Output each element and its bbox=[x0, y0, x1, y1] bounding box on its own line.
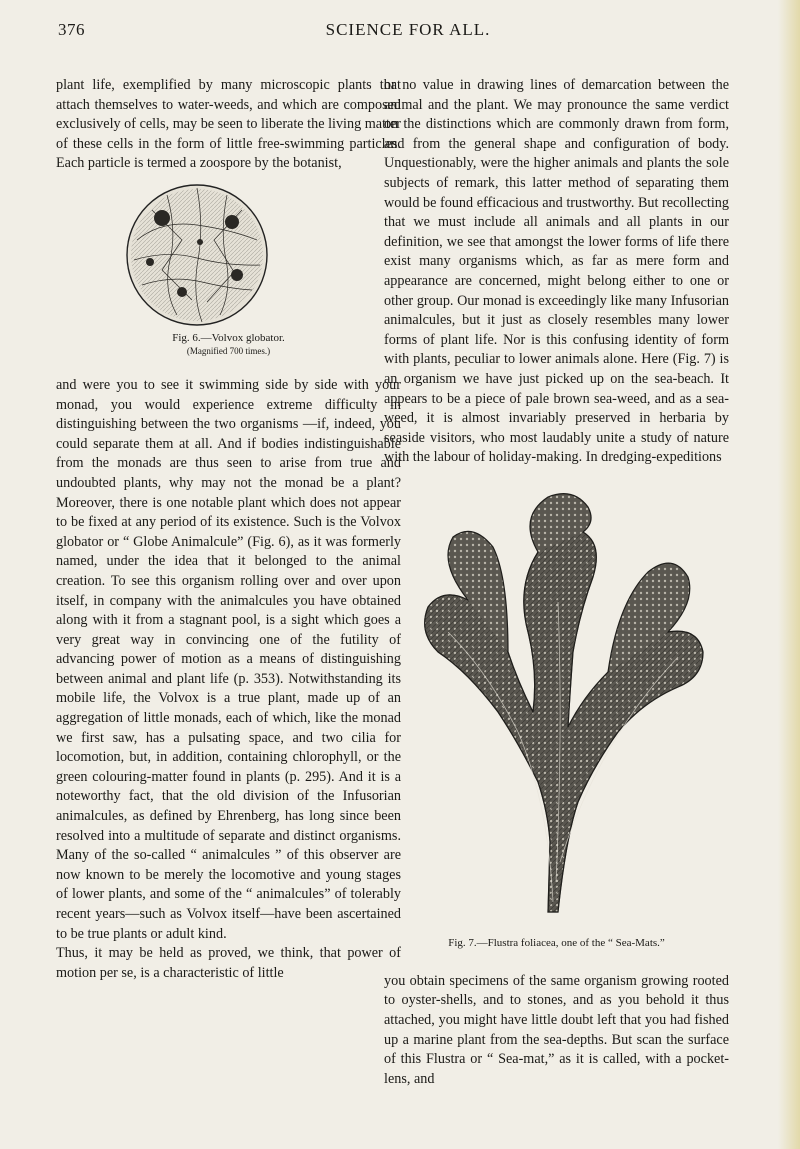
right-paragraph-2: you obtain specimens of the same organism growing rooted to oyster-shells, and to stones, and as you behold it thus attached, you might have little doubt left that you had fished up a marine plant from the sea-depths. But scan the surface of this Flustra or “ Sea-mat,” as it is called, with a pocket-lens, and bbox=[384, 972, 729, 1087]
left-column bbox=[56, 76, 401, 983]
right-column bbox=[384, 76, 729, 1089]
running-title: SCIENCE FOR ALL. bbox=[325, 20, 491, 39]
page-edge-shadow bbox=[778, 0, 800, 1149]
figure-6-title: Fig. 6.—Volvox globator. bbox=[172, 331, 285, 344]
left-paragraph-2: and were you to see it swimming side by side with your monad, you would experience extreme difficulty in distinguishing between the two organisms —if, indeed, you could separate them at all. And if bodies indistinguishable from the monads are thus seen to arise from true and undoubted plants, why may not the monad be a plant? Moreover, there is one notable plant which does not appear to be fixed at any period of its existence. Such is the Volvox globator or “ Globe Animalcule” (Fig. 6), as it was formerly named, under the idea that it belonged to the animal creation. To see this organism rolling over and over upon itself, in company with the animalcules you have obtained along with it from a stagnant pool, is a sight which goes a very great way in convincing one of the futility of advancing power of motion as a means of distinguishing between animal and plant life (p. 353). Notwithstanding its mobile life, the Volvox is a true plant, made up of an aggregation of little monads, each of which, like the monad we first saw, has a pulsating space, and two cilia for locomotion, but, in addition, containing chlorophyll, or the green colouring-matter found in plants (p. 295). And it is a noteworthy fact, that the old division of the Infusorian animalcules, as defined by Ehrenberg, has long since been resolved into a multitude of separate and distinct organisms. Many of the so-called “ animalcules ” of this observer are now known to be merely the locomotive and young stages of lower plants, and some of the “ animalcules” of tolerably recent years—such as Volvox itself—have been ascertained to be true plants or adult kind. bbox=[56, 376, 401, 942]
figure-6-caption bbox=[56, 332, 401, 358]
figure-7-caption: Fig. 7.—Flustra foliacea, one of the “ Sea-Mats.” bbox=[448, 936, 665, 949]
figure-6-magnification: (Magnified 700 times.) bbox=[186, 345, 271, 356]
flustra-illustration bbox=[398, 482, 718, 922]
figure-6 bbox=[56, 180, 401, 370]
left-paragraph-3: Thus, it may be held as proved, we think, that power of motion per se, is a characteristic of little bbox=[56, 945, 401, 981]
page-header bbox=[58, 18, 758, 44]
left-paragraph-1: plant life, exemplified by many microscopic plants that attach themselves to water-weeds, and which are composed exclusively of cells, may be seen to liberate the living matter of these cells in the form of little free-swimming particles. Each particle is termed a zoospore by the botanist, bbox=[56, 77, 401, 172]
volvox-illustration bbox=[122, 180, 272, 330]
figure-7 bbox=[384, 482, 729, 962]
right-paragraph-1: or no value in drawing lines of demarcation between the animal and the plant. We may pronounce the same verdict on the distinctions which are commonly drawn from form, and from the general shape and configuration of body. Unquestionably, were the higher animals and plants the sole subjects of remark, this latter method of separating them would be found efficacious and trustworthy. But recollecting that we must include all animals and all plants in our definition, we see that amongst the lower forms of life there exist many organisms which, as far as mere form and appearance are concerned, might belong either to one or other group. Our monad is exceedingly like many Infusorian animalcules, but it just as closely resembles many lower forms of plant life. Nor is this confusing identity of form with plants, peculiar to lower animals alone. Here (Fig. 7) is an organism we have just picked up on the sea-beach. It appears to be a piece of pale brown sea-weed, and as a sea-weed, it is almost invariably preserved in herbaria by seaside visitors, who most laudably unite a study of nature with the labour of holiday-making. In dredging-expeditions bbox=[384, 77, 729, 466]
page-number: 376 bbox=[58, 20, 85, 39]
